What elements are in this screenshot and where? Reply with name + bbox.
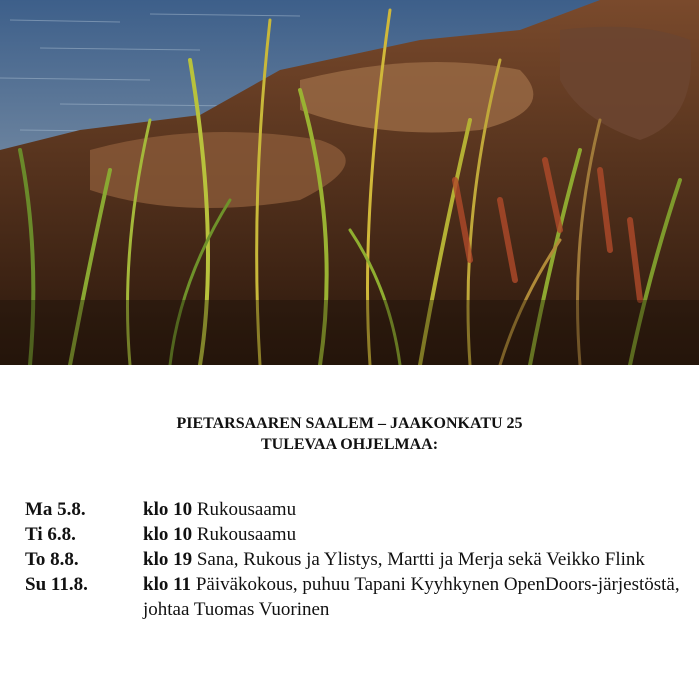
schedule-day: Ma 5.8. bbox=[25, 499, 86, 520]
program-heading: TULEVAA OHJELMAA: bbox=[260, 436, 439, 453]
schedule-day: Ti 6.8. bbox=[25, 524, 76, 545]
schedule-day: Su 11.8. bbox=[25, 574, 88, 595]
schedule-text: Rukousaamu bbox=[192, 499, 297, 520]
schedule-description bbox=[143, 547, 685, 572]
schedule-time: klo 10 bbox=[143, 499, 193, 520]
schedule-text: Rukousaamu bbox=[192, 524, 297, 545]
schedule-description bbox=[143, 497, 685, 522]
schedule-description bbox=[143, 572, 685, 622]
schedule-time: klo 10 bbox=[143, 524, 193, 545]
schedule-row bbox=[25, 547, 685, 572]
schedule-text: Sana, Rukous ja Ylistys, Martti ja Merja sekä Veikko Flink bbox=[192, 549, 645, 570]
schedule-day: To 8.8. bbox=[25, 549, 79, 570]
schedule-row bbox=[25, 497, 685, 522]
schedule-row bbox=[25, 522, 685, 547]
schedule-time: klo 11 bbox=[143, 574, 192, 595]
schedule-text: Päiväkokous, puhuu Tapani Kyyhkynen OpenDoors-järjestöstä, johtaa Tuomas Vuorinen bbox=[143, 574, 680, 620]
venue-heading: PIETARSAAREN SAALEM – JAAKONKATU 25 bbox=[176, 415, 523, 432]
schedule-row bbox=[25, 572, 685, 622]
schedule-time: klo 19 bbox=[143, 549, 193, 570]
schedule-list bbox=[25, 497, 685, 622]
schedule-description bbox=[143, 522, 685, 547]
